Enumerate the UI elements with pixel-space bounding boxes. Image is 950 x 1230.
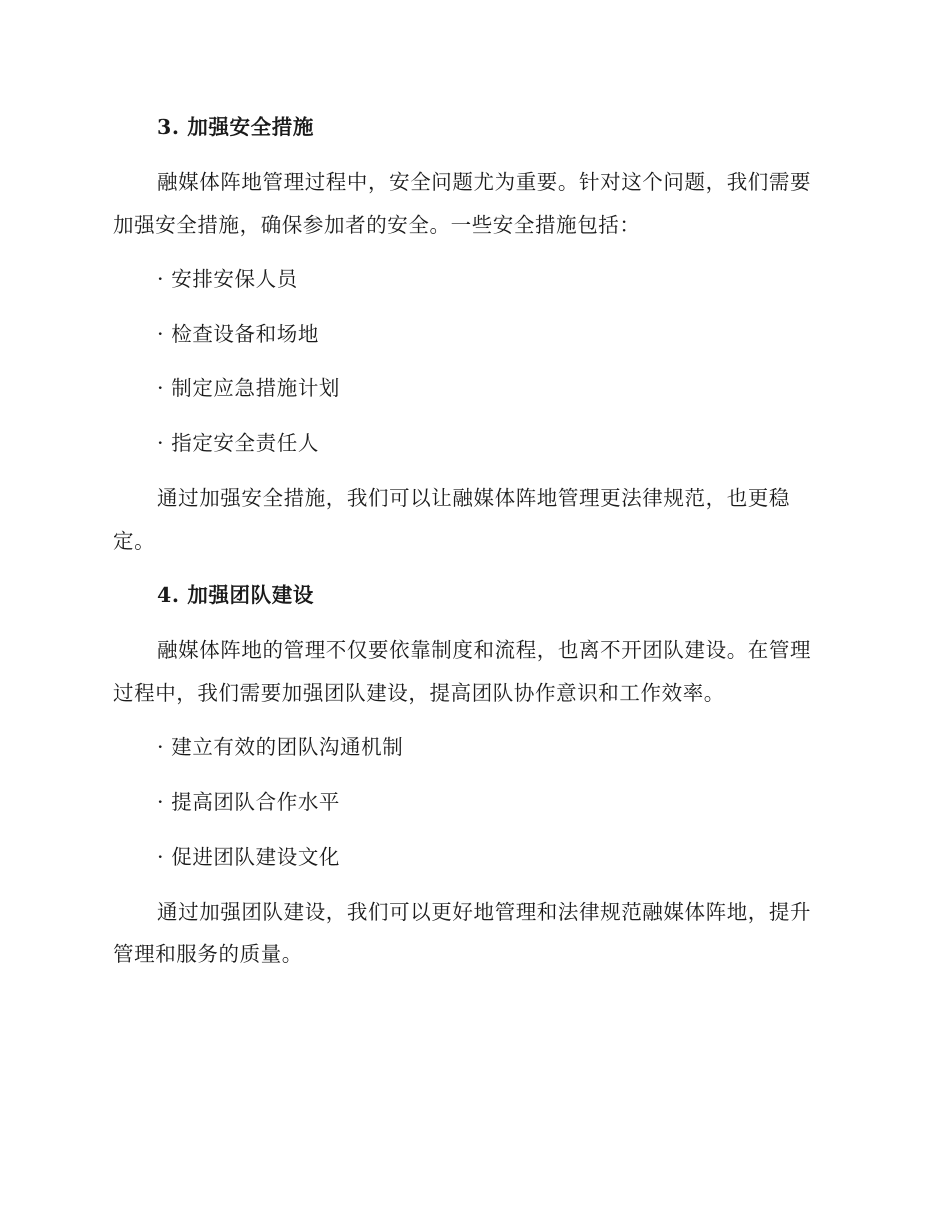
section-3-bullet-3: · 制定应急措施计划 <box>157 376 341 400</box>
section-4-bullet-2: · 提高团队合作水平 <box>157 790 341 814</box>
section-4-bullet-1: · 建立有效的团队沟通机制 <box>157 735 404 759</box>
section-3-bullet-1: · 安排安保人员 <box>157 267 298 291</box>
section-4-heading: 4. 加强团队建设 <box>157 583 314 607</box>
section-4-intro-line-1: 融媒体阵地的管理不仅要依靠制度和流程，也离不开团队建设。在管理 <box>157 638 812 662</box>
section-4-outro-line-1: 通过加强团队建设，我们可以更好地管理和法律规范融媒体阵地，提升 <box>157 900 812 924</box>
section-4-intro-line-2: 过程中，我们需要加强团队建设，提高团队协作意识和工作效率。 <box>113 681 725 705</box>
section-3-outro-line-1: 通过加强安全措施，我们可以让融媒体阵地管理更法律规范，也更稳 <box>157 486 790 510</box>
section-3-bullet-4: · 指定安全责任人 <box>157 431 319 455</box>
section-3-intro-line-1: 融媒体阵地管理过程中，安全问题尤为重要。针对这个问题，我们需要 <box>157 170 812 194</box>
section-4-outro-line-2: 管理和服务的质量。 <box>113 942 303 966</box>
section-3-bullet-2: · 检查设备和场地 <box>157 322 319 346</box>
section-3-heading: 3. 加强安全措施 <box>157 115 314 139</box>
section-3-intro-line-2: 加强安全措施，确保参加者的安全。一些安全措施包括： <box>113 213 641 237</box>
section-4-bullet-3: · 促进团队建设文化 <box>157 845 341 869</box>
section-3-outro-line-2: 定。 <box>113 529 156 553</box>
